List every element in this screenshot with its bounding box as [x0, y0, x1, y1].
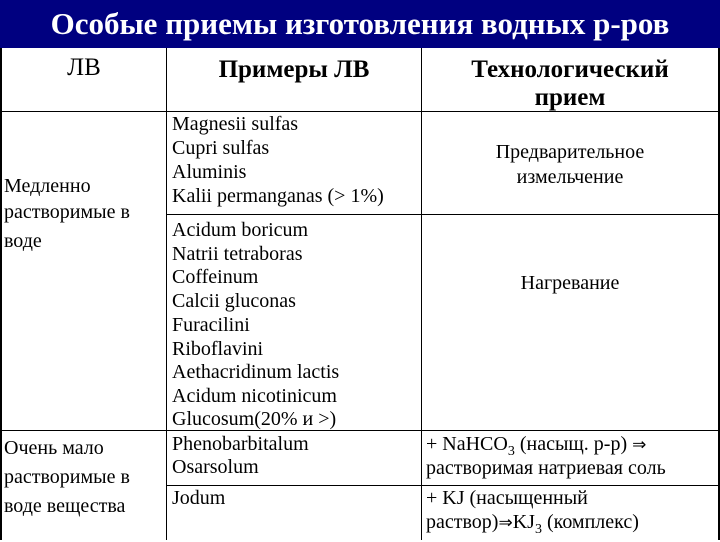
group1-label-line1: Медленно	[4, 175, 91, 197]
technique-kj-line1: + KJ (насыщенный	[426, 487, 588, 509]
example-kalii-permanganas: Kalii permanganas (> 1%)	[172, 185, 384, 207]
technique-kj-line2	[426, 510, 639, 542]
group2-label-line1: Очень мало	[4, 437, 104, 459]
group1-label-line3: воде	[4, 230, 42, 252]
arrow-icon: ⇒	[498, 513, 513, 533]
example-coffeinum: Coffeinum	[172, 266, 259, 288]
example-furacilini: Furacilini	[172, 314, 250, 336]
header-technique-line1: Технологический	[471, 56, 669, 83]
example-acidum-nicotinicum: Acidum nicotinicum	[172, 385, 337, 407]
technique-kj-subscript: 3	[534, 522, 542, 537]
example-acidum-boricum: Acidum boricum	[172, 219, 309, 241]
example-aluminis: Aluminis	[172, 161, 247, 183]
technique-grinding-line2: измельчение	[516, 166, 624, 188]
table-left-border	[0, 48, 2, 540]
example-jodum: Jodum	[172, 487, 226, 509]
subrow-divider-1	[166, 214, 720, 215]
technique-nahco3-subscript: 3	[507, 444, 515, 459]
example-aethacridinum-lactis: Aethacridinum lactis	[172, 361, 340, 383]
header-examples: Примеры ЛВ	[218, 56, 370, 83]
group2-label-line3: воде вещества	[4, 495, 126, 517]
technique-heating: Нагревание	[520, 272, 620, 294]
column-divider-1	[166, 48, 167, 540]
technique-kj-suffix: (комплекс)	[541, 511, 639, 533]
technique-nahco3-suffix: (насыщ. р-р)	[514, 433, 633, 455]
example-phenobarbitalum: Phenobarbitalum	[172, 433, 309, 455]
example-magnesii-sulfas: Magnesii sulfas	[172, 113, 299, 135]
group-row-divider	[0, 430, 720, 431]
group1-label-line2: растворимые в	[4, 201, 130, 223]
technique-nahco3-prefix: + NaHCO	[426, 433, 508, 455]
example-cupri-sulfas: Cupri sulfas	[172, 137, 270, 159]
example-calcii-gluconas: Calcii gluconas	[172, 290, 296, 312]
header-technique-line2: прием	[534, 84, 606, 111]
example-riboflavini: Riboflavini	[172, 338, 264, 360]
arrow-icon: ⇒	[632, 435, 647, 455]
header-lv: ЛВ	[67, 54, 101, 81]
technique-kj-prefix: раствор)	[426, 511, 499, 533]
example-natrii-tetraboras: Natrii tetraboras	[172, 243, 303, 265]
example-osarsolum: Osarsolum	[172, 456, 259, 478]
technique-kj-formula: KJ	[512, 511, 535, 533]
example-glucosum: Glucosum(20% и >)	[172, 408, 337, 430]
technique-grinding-line1: Предварительное	[495, 141, 645, 163]
slide-title: Особые приемы изготовления водных р-ров	[0, 0, 720, 48]
group2-label-line2: растворимые в	[4, 466, 130, 488]
technique-nahco3-line2: растворимая натриевая соль	[426, 457, 666, 479]
